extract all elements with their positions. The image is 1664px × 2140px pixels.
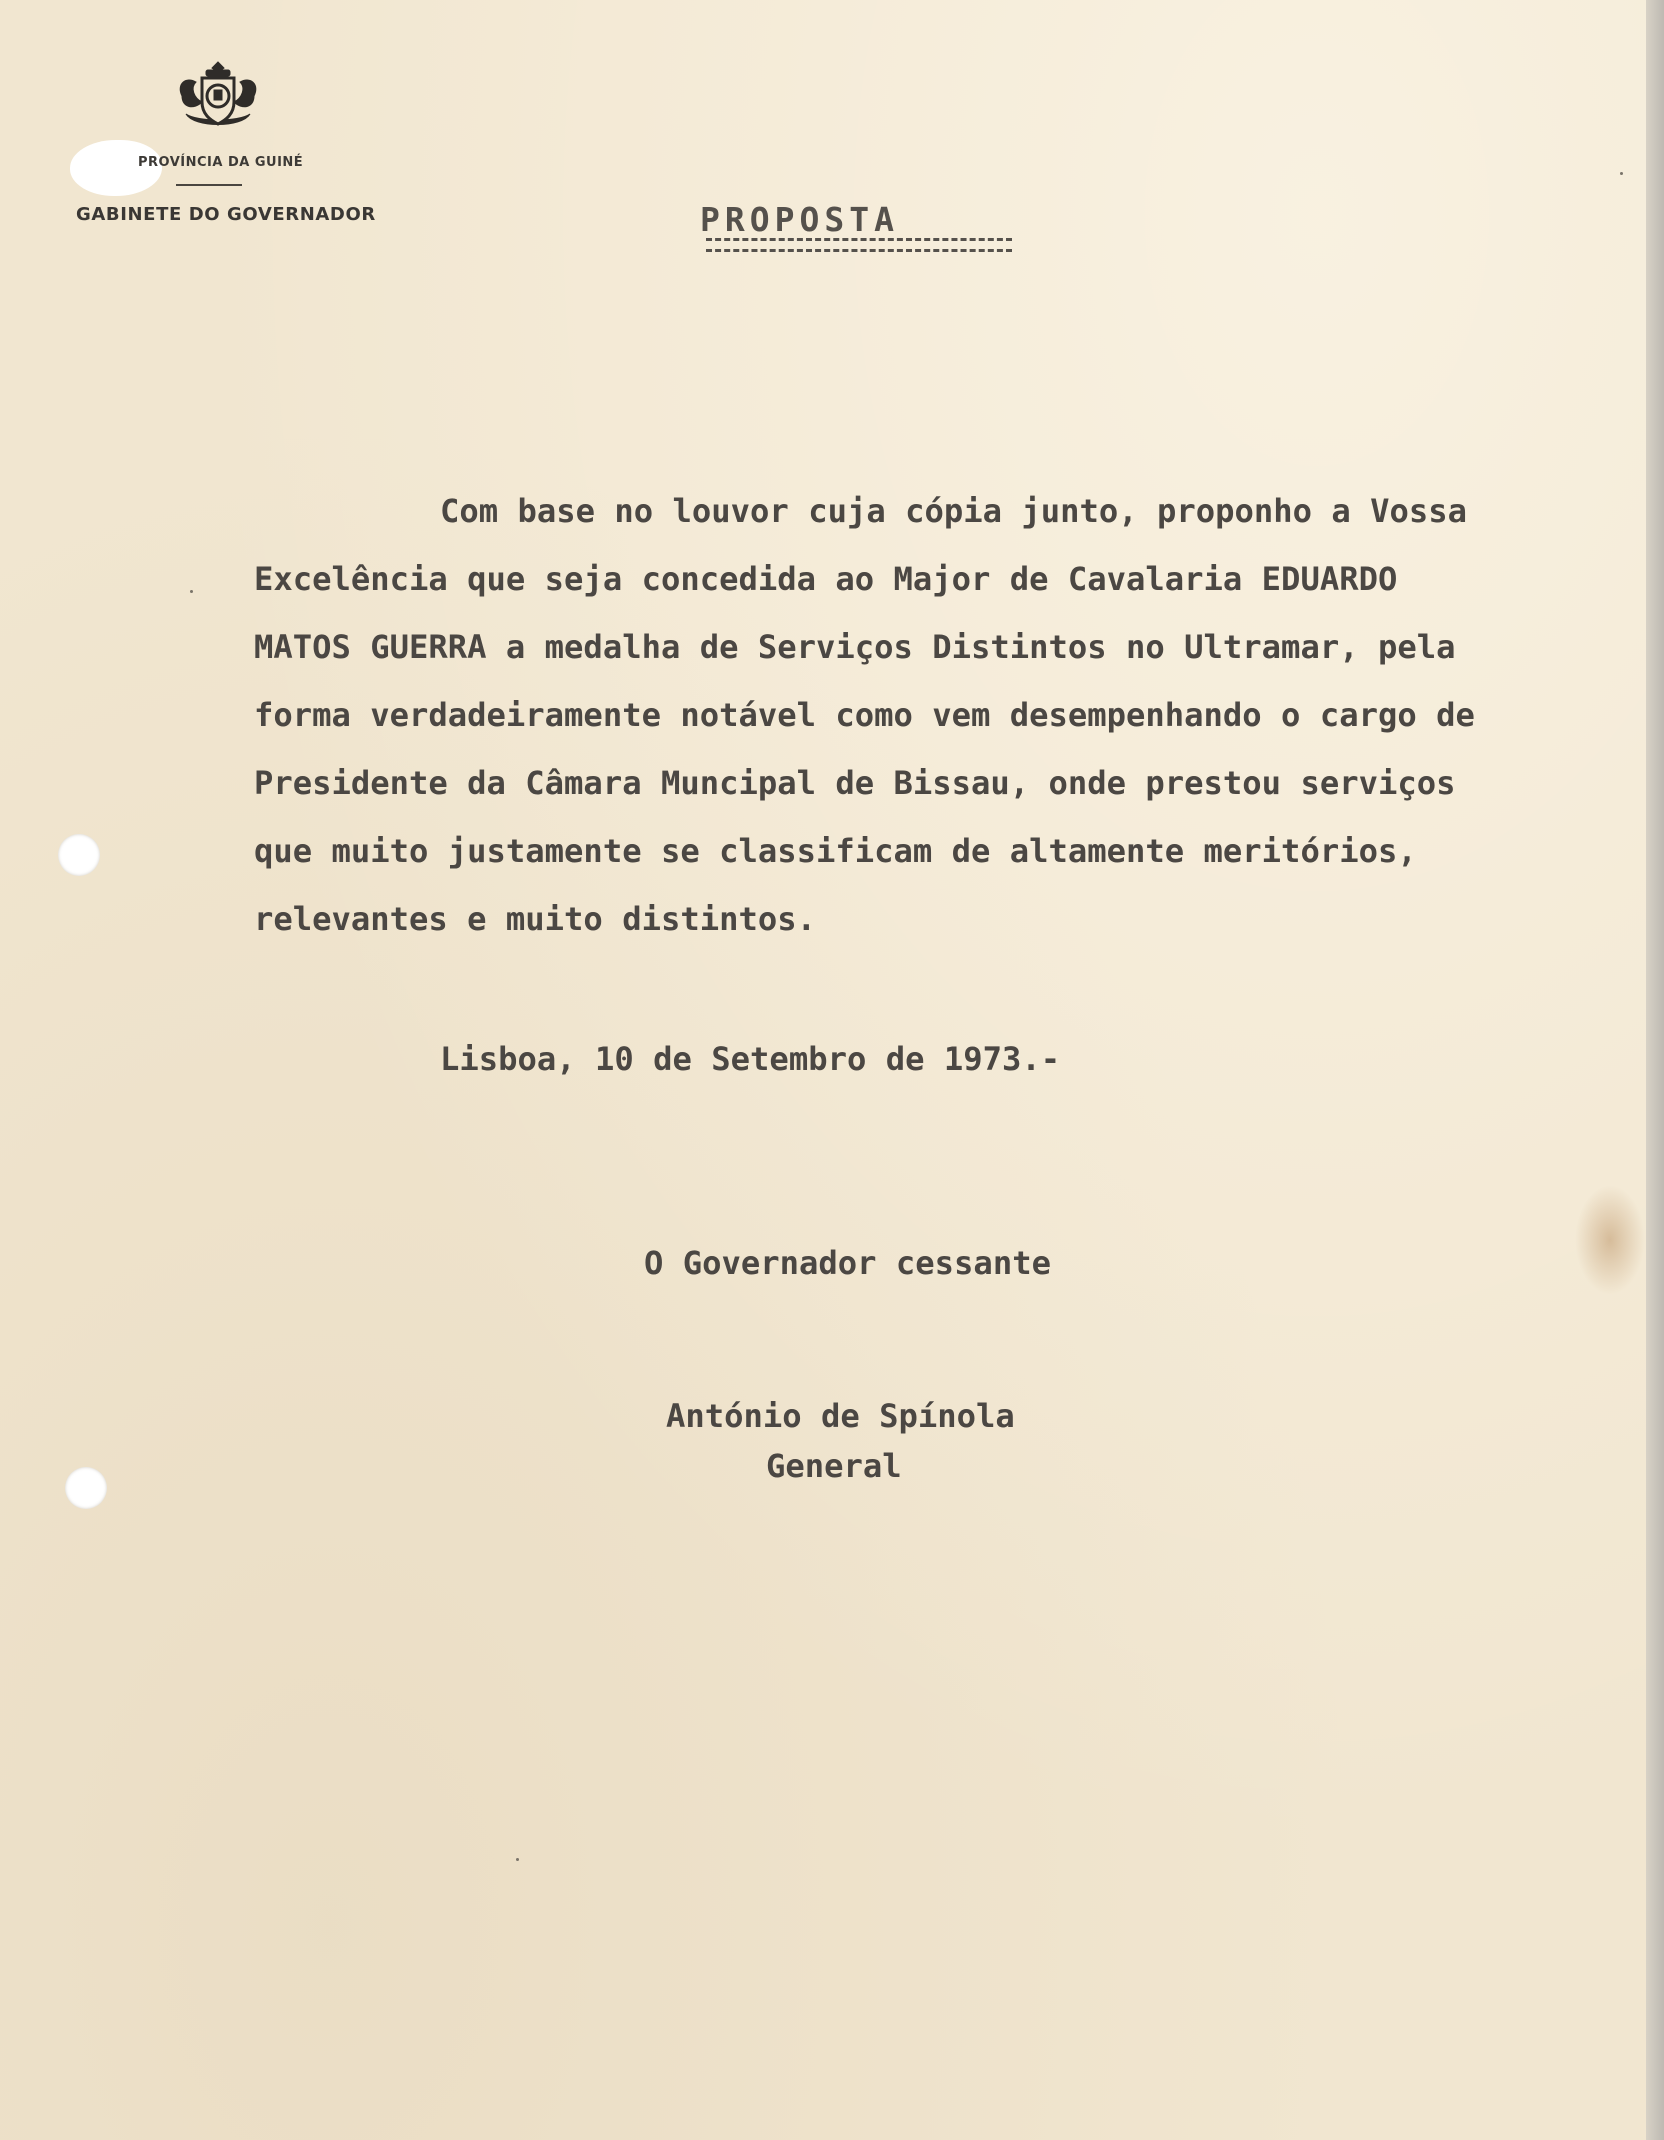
signer-name: António de Spínola [666,1397,1015,1435]
header-divider [176,184,242,186]
scan-edge [1646,0,1664,2140]
header-office: GABINETE DO GOVERNADOR [76,204,376,225]
punch-hole [65,1467,107,1509]
body-line: Excelência que seja concedida ao Major de Cavalaria EDUARDO [254,560,1398,598]
body-line: forma verdadeiramente notável como vem desempenhando o cargo de [254,696,1475,734]
punch-hole [58,834,100,876]
paper-speck [1620,172,1623,175]
paper-speck [516,1858,519,1861]
paper-speck [190,590,193,593]
document-title: PROPOSTA [700,200,899,239]
header-province: PROVÍNCIA DA GUINÉ [138,155,304,170]
body-line: Presidente da Câmara Muncipal de Bissau, onde prestou serviços [254,764,1456,802]
title-underline [706,238,1012,252]
signature-role: O Governador cessante [644,1244,1051,1282]
signer-rank: General [766,1447,902,1485]
paper-stain [1575,1185,1645,1295]
body-line: MATOS GUERRA a medalha de Serviços Distintos no Ultramar, pela [254,628,1456,666]
body-line: Com base no louvor cuja cópia junto, proponho a Vossa [440,492,1468,530]
body-line: que muito justamente se classificam de altamente meritórios, [254,832,1417,870]
body-line: relevantes e muito distintos. [254,900,816,938]
coat-of-arms-icon [172,58,264,134]
dateline: Lisboa, 10 de Setembro de 1973.- [440,1040,1061,1078]
